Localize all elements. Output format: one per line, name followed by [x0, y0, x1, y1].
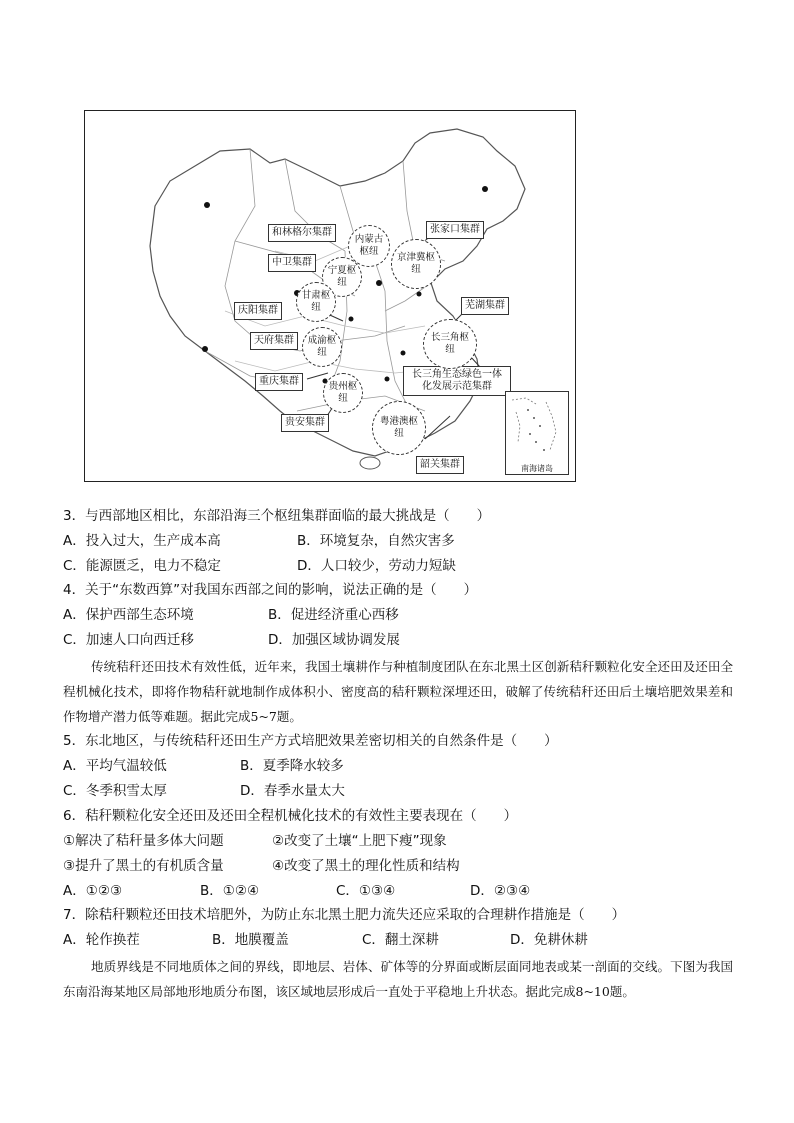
- q5-option-a: A．平均气温较低: [63, 758, 167, 774]
- q6-option-a: A．①②③: [63, 883, 123, 899]
- q6-statement-4: ④改变了黑土的理化性质和结构: [272, 858, 460, 874]
- q4-option-c: C．加速人口向西迁移: [63, 632, 194, 648]
- q3-option-c: C．能源匮乏，电力不稳定: [63, 558, 221, 574]
- hub-changsanjiao: 长三角枢纽: [423, 319, 477, 369]
- hub-gansu: 甘肃枢纽: [296, 282, 336, 322]
- cluster-tianfu: 天府集群: [250, 332, 298, 350]
- hub-ningxia: 宁夏枢纽: [322, 257, 362, 297]
- cluster-yangtze-demo: 长三角生态绿色一体化发展示范集群: [403, 366, 511, 396]
- q6-statement-1: ①解决了秸秆量多体大问题: [63, 833, 224, 849]
- q6-option-c: C．①③④: [336, 883, 396, 899]
- q4-option-b: B．促进经济重心西移: [268, 607, 399, 623]
- q3-stem: 3．与西部地区相比，东部沿海三个枢纽集群面临的最大挑战是（ ）: [63, 508, 491, 524]
- hainan-island: [360, 457, 380, 469]
- inset-label: 南海诸岛: [521, 464, 553, 473]
- q6-statement-3: ③提升了黑土的有机质含量: [63, 858, 224, 874]
- q4-option-d: D．加强区域协调发展: [268, 632, 400, 648]
- q5-stem: 5．东北地区，与传统秸秆还田生产方式培肥效果差密切相关的自然条件是（ ）: [63, 733, 558, 749]
- q7-stem: 7．除秸秆颗粒还田技术培肥外，为防止东北黑土肥力流失还应采取的合理耕作措施是（ ）: [63, 907, 626, 923]
- q3-option-d: D．人口较少，劳动力短缺: [297, 558, 456, 574]
- q3-option-b: B．环境复杂，自然灾害多: [297, 533, 455, 549]
- china-computing-hub-map: [84, 110, 576, 482]
- q4-stem: 4．关于“东数西算”对我国东西部之间的影响，说法正确的是（ ）: [63, 582, 478, 598]
- q6-option-d: D．②③④: [470, 883, 531, 899]
- cluster-qingyang: 庆阳集群: [234, 302, 282, 320]
- cluster-wuhu: 芜湖集群: [461, 297, 509, 315]
- hub-neimenggu: 内蒙古枢纽: [348, 225, 390, 267]
- cluster-zhongwei: 中卫集群: [268, 254, 316, 272]
- q7-option-a: A．轮作换茬: [63, 932, 140, 948]
- q4-option-a: A．保护西部生态环境: [63, 607, 194, 623]
- q6-option-b: B．①②④: [200, 883, 260, 899]
- q7-option-b: B．地膜覆盖: [212, 932, 289, 948]
- q5-option-c: C．冬季积雪太厚: [63, 783, 167, 799]
- q7-option-d: D．免耕休耕: [510, 932, 588, 948]
- q6-statement-2: ②改变了土壤“上肥下瘦”现象: [272, 833, 447, 849]
- cluster-chongqing: 重庆集群: [255, 373, 303, 391]
- cluster-helingeer: 和林格尔集群: [268, 224, 336, 242]
- q7-option-c: C．翻土深耕: [362, 932, 439, 948]
- q5-option-d: D．春季水量太大: [240, 783, 345, 799]
- hub-guizhou: 贵州枢纽: [323, 373, 363, 413]
- cluster-zhangjiakou: 张家口集群: [426, 221, 484, 239]
- hub-yuegangao: 粤港澳枢纽: [372, 401, 426, 455]
- q6-stem: 6．秸秆颗粒化安全还田及还田全程机械化技术的有效性主要表现在（ ）: [63, 808, 518, 824]
- hub-jingjinji: 京津冀枢纽: [391, 239, 441, 289]
- passage-8-10: 地质界线是不同地质体之间的界线，即地层、岩体、矿体等的分界面或断层面同地表或某一剖面的交线。下图为我国东南沿海某地区局部地形地质分布图，该区域地层形成后一直处于平稳地上升状态。据此完成8~10题。: [63, 959, 733, 999]
- cluster-guian: 贵安集群: [281, 414, 329, 432]
- south-china-sea-inset: [505, 391, 569, 475]
- inset-islands-svg: [506, 392, 568, 464]
- q5-option-b: B．夏季降水较多: [240, 758, 344, 774]
- passage-5-7: 传统秸秆还田技术有效性低，近年来，我国土壤耕作与种植制度团队在东北黑土区创新秸秆颗粒化安全还田及还田全程机械化技术，即将作物秸秆就地制作成体积小、密度高的秸秆颗粒深埋还田，破解了传统秸秆还田后土壤培肥效果差和作物增产潜力低等难题。据此完成5~7题。: [63, 659, 733, 724]
- q3-option-a: A．投入过大，生产成本高: [63, 533, 221, 549]
- cluster-shaoguan: 韶关集群: [416, 456, 464, 474]
- hub-chengyu: 成渝枢纽: [302, 327, 342, 367]
